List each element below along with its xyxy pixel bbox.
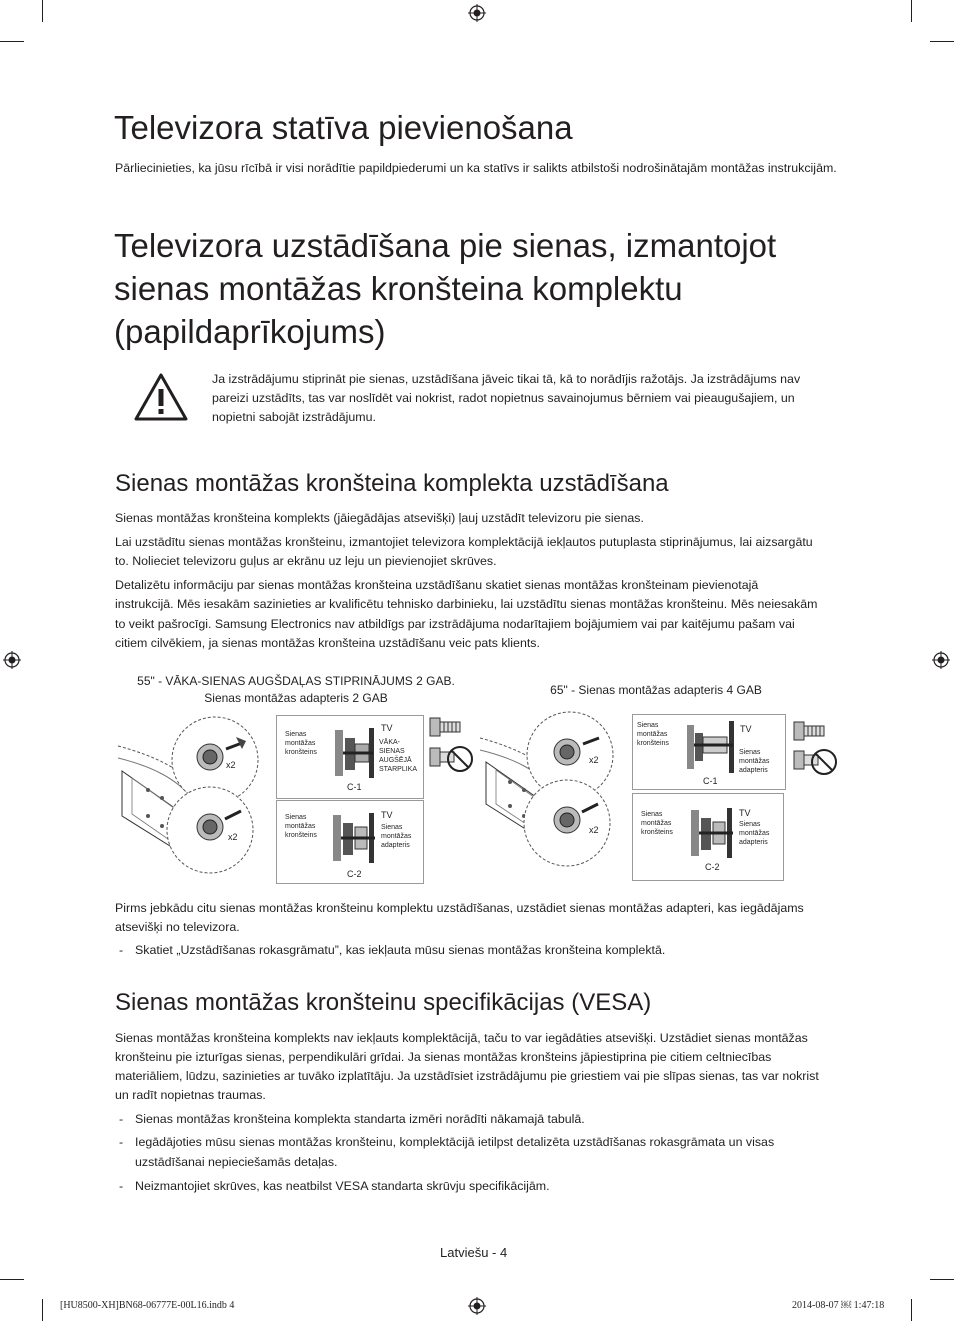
label-line: Sienas [285, 731, 307, 738]
zoom-circle-bottom [522, 778, 612, 868]
label-line: adapteris [739, 767, 768, 774]
registration-mark-icon [468, 4, 486, 22]
body-text: to. Nolieciet televizoru guļus ar ekrānu uz leju un pievienojiet skrūves. [115, 554, 497, 568]
bullet-dash: - [119, 1179, 124, 1193]
label-line: montāžas [739, 758, 770, 765]
crop-mark [0, 1279, 24, 1280]
wall-bracket-label [285, 730, 317, 757]
bullet-text: Iegādājoties mūsu sienas montāžas kronšteinu, komplektācijā ietilpst detalizēta uzstādīšanas rokasgrāmata un visas [135, 1135, 775, 1149]
label-line: Sienas [637, 722, 659, 729]
crop-mark [42, 1299, 43, 1321]
section-title-line: sienas montāžas kronšteina komplektu [114, 270, 683, 307]
crop-mark [930, 41, 954, 42]
part-code: C-2 [705, 862, 720, 872]
warning-icon [133, 372, 189, 422]
crop-mark [911, 1299, 912, 1321]
label-line: kronšteins [641, 829, 673, 836]
registration-mark-icon [468, 1297, 486, 1315]
detail-inset-c1-right [632, 714, 786, 790]
part-code: C-2 [347, 869, 362, 879]
label-line: montāžas [641, 820, 672, 827]
bullet-text: Sienas montāžas kronšteina komplekta standarta izmēri norādīti nākamajā tabulā. [135, 1112, 585, 1126]
wall-adapter-label [739, 820, 769, 847]
body-text: kronšteinu pie izturīgas sienas, perpendikulāri grīdai. Ja sienas montāžas kronšteins jāpiestiprina pie citiem celtniecības [115, 1050, 772, 1064]
wall-bracket-label [637, 721, 669, 748]
body-text: atsevišķi no televizora. [115, 920, 240, 934]
part-code: C-1 [347, 782, 362, 792]
bullet-dash: - [119, 1135, 124, 1149]
wall-adapter-label [381, 823, 411, 850]
bullet-text: Neizmantojiet skrūves, kas neatbilst VESA standarta skrūvju specifikācijām. [135, 1179, 550, 1193]
screw-ok-icon [792, 718, 834, 744]
registration-mark-icon [932, 651, 950, 669]
mount-cross-section [685, 719, 737, 775]
detail-inset-c1-left [276, 715, 424, 799]
label-line: kronšteins [285, 832, 317, 839]
body-text: instrukcijā. Mēs iesakām sazinieties ar kvalificētu tehnisko darbinieku, lai uzstādītu sienas montāžas kronšteinu. Mēs neiesakām [115, 597, 818, 611]
bullet-dash: - [119, 1112, 124, 1126]
screw-ok-icon [428, 714, 470, 740]
figure-caption-65: 65" - Sienas montāžas adapteris 4 GAB [550, 683, 762, 697]
label-line: AUGŠĒJĀ [379, 757, 412, 764]
warning-text-line: pareizi uzstādīts, tas var noslīdēt vai nokrist, radot nopietnus savainojumus bērniem vai pieaugušajiem, un [212, 391, 795, 405]
label-line: montāžas [381, 833, 412, 840]
label-line: montāžas [637, 731, 668, 738]
mount-cross-section [333, 724, 377, 782]
label-line: Sienas [285, 814, 307, 821]
body-text: Sienas montāžas kronšteina komplekts (jāiegādājas atsevišķi) ļauj uzstādīt televizoru pie sienas. [115, 511, 644, 525]
body-text: Pirms jebkādu citu sienas montāžas kronšteinu komplektu uzstādīšanas, uzstādiet sienas montāžas adapteri, kas iegādājams [115, 901, 804, 915]
registration-mark-icon [3, 651, 21, 669]
warning-text-line: nopietni sabojāt izstrādājumu. [212, 410, 376, 424]
page-title: Televizora statīva pievienošana [114, 109, 573, 146]
body-text: Sienas montāžas kronšteina komplekts nav iekļauts komplektācijā, taču to var iegādāties atsevišķi. Uzstādiet sienas montāžas [115, 1031, 808, 1045]
label-line: montāžas [739, 830, 770, 837]
print-file-info: [HU8500-XH]BN68-06777E-00L16.indb 4 [60, 1300, 235, 1311]
label-line: Sienas [739, 749, 761, 756]
detail-inset-c2-right [632, 793, 784, 881]
warning-text-line: Ja izstrādājumu stiprināt pie sienas, uzstādīšana jāveic tikai tā, kā to norādījis ražotājs. Ja izstrādājums nav [212, 372, 801, 386]
subsection-title: Sienas montāžas kronšteinu specifikācijas (VESA) [115, 989, 652, 1016]
bullet-dash: - [119, 943, 124, 957]
detail-inset-c2-left [276, 800, 424, 884]
crop-mark [42, 0, 43, 22]
body-text: un radīt nopietnas traumas. [115, 1088, 266, 1102]
crop-mark [911, 0, 912, 22]
body-text: materiāliem, lūdzu, sazinieties ar tuvāko izplatītāju. Ja uzstādīsiet izstrādājumu pie griestiem vai pie slīpas sienas, tas var nokrist [115, 1069, 819, 1083]
crop-mark [0, 41, 24, 42]
crop-mark [930, 1279, 954, 1280]
page-number: Latviešu - 4 [440, 1245, 508, 1260]
zoom-circle-bottom [165, 785, 255, 875]
label-line: adapteris [381, 842, 410, 849]
label-line: kronšteins [637, 740, 669, 747]
body-text: Detalizētu informāciju par sienas montāžas kronšteina uzstādīšanu skatiet sienas montāžas kronšteinam pievienotajā [115, 578, 759, 592]
label-line: VĀKA- [379, 739, 401, 746]
tv-label: TV [739, 808, 751, 818]
cover-spacer-label [379, 738, 417, 774]
print-timestamp: 2014-08-07 ￼ 1:47:18 [792, 1300, 885, 1311]
quantity-label: x2 [228, 832, 238, 842]
tv-label: TV [740, 724, 752, 734]
mount-cross-section [331, 809, 379, 867]
subsection-title: Sienas montāžas kronšteina komplekta uzstādīšana [115, 470, 669, 497]
label-line: Sienas [641, 811, 663, 818]
label-line: montāžas [285, 823, 316, 830]
label-line: kronšteins [285, 749, 317, 756]
bullet-text: uzstādīšanai nepieciešamās detaļas. [135, 1155, 338, 1169]
intro-text: Pārliecinieties, ka jūsu rīcībā ir visi norādītie papildpiederumi un ka statīvs ir salikts atbilstoši nodrošinātajām montāžas instrukcijām. [115, 161, 837, 175]
label-line: adapteris [739, 839, 768, 846]
tv-label: TV [381, 723, 393, 733]
screw-prohibited-icon [792, 745, 838, 777]
body-text: to veikt pašrocīgi. Samsung Electronics nav atbildīgs par izstrādājuma nodarītajiem bojājumiem vai par kaitējumu pašam vai [115, 617, 795, 631]
quantity-label: x2 [589, 755, 599, 765]
quantity-label: x2 [589, 825, 599, 835]
caption-line: Sienas montāžas adapteris 2 GAB [204, 691, 388, 705]
bullet-text: Skatiet „Uzstādīšanas rokasgrāmatu”, kas iekļauta mūsu sienas montāžas kronšteina komplektā. [135, 943, 666, 957]
section-title-line: (papildaprīkojums) [114, 313, 386, 350]
wall-adapter-label [739, 748, 769, 775]
label-line: STARPLIKA [379, 766, 417, 773]
caption-line: 55" - VĀKA-SIENAS AUGŠDAĻAS STIPRINĀJUMS 2 GAB. [137, 674, 455, 688]
screw-prohibited-icon [428, 742, 474, 774]
label-line: Sienas [381, 824, 403, 831]
label-line: SIENAS [379, 748, 405, 755]
part-code: C-1 [703, 776, 718, 786]
label-line: montāžas [285, 740, 316, 747]
quantity-label: x2 [226, 760, 236, 770]
section-title-line: Televizora uzstādīšana pie sienas, izmantojot [114, 227, 777, 264]
body-text: citiem cilvēkiem, ja sienas montāžas kronšteina uzstādīšanu veic pats klients. [115, 636, 540, 650]
label-line: Sienas [739, 821, 761, 828]
wall-bracket-label [641, 810, 673, 837]
mount-cross-section [689, 804, 737, 862]
figure-caption-55 [120, 673, 472, 707]
tv-label: TV [381, 810, 393, 820]
body-text: Lai uzstādītu sienas montāžas kronšteinu, izmantojiet televizora komplektācijā iekļautos putuplasta stiprinājumus, lai aizsargātu [115, 535, 813, 549]
wall-bracket-label [285, 813, 317, 840]
